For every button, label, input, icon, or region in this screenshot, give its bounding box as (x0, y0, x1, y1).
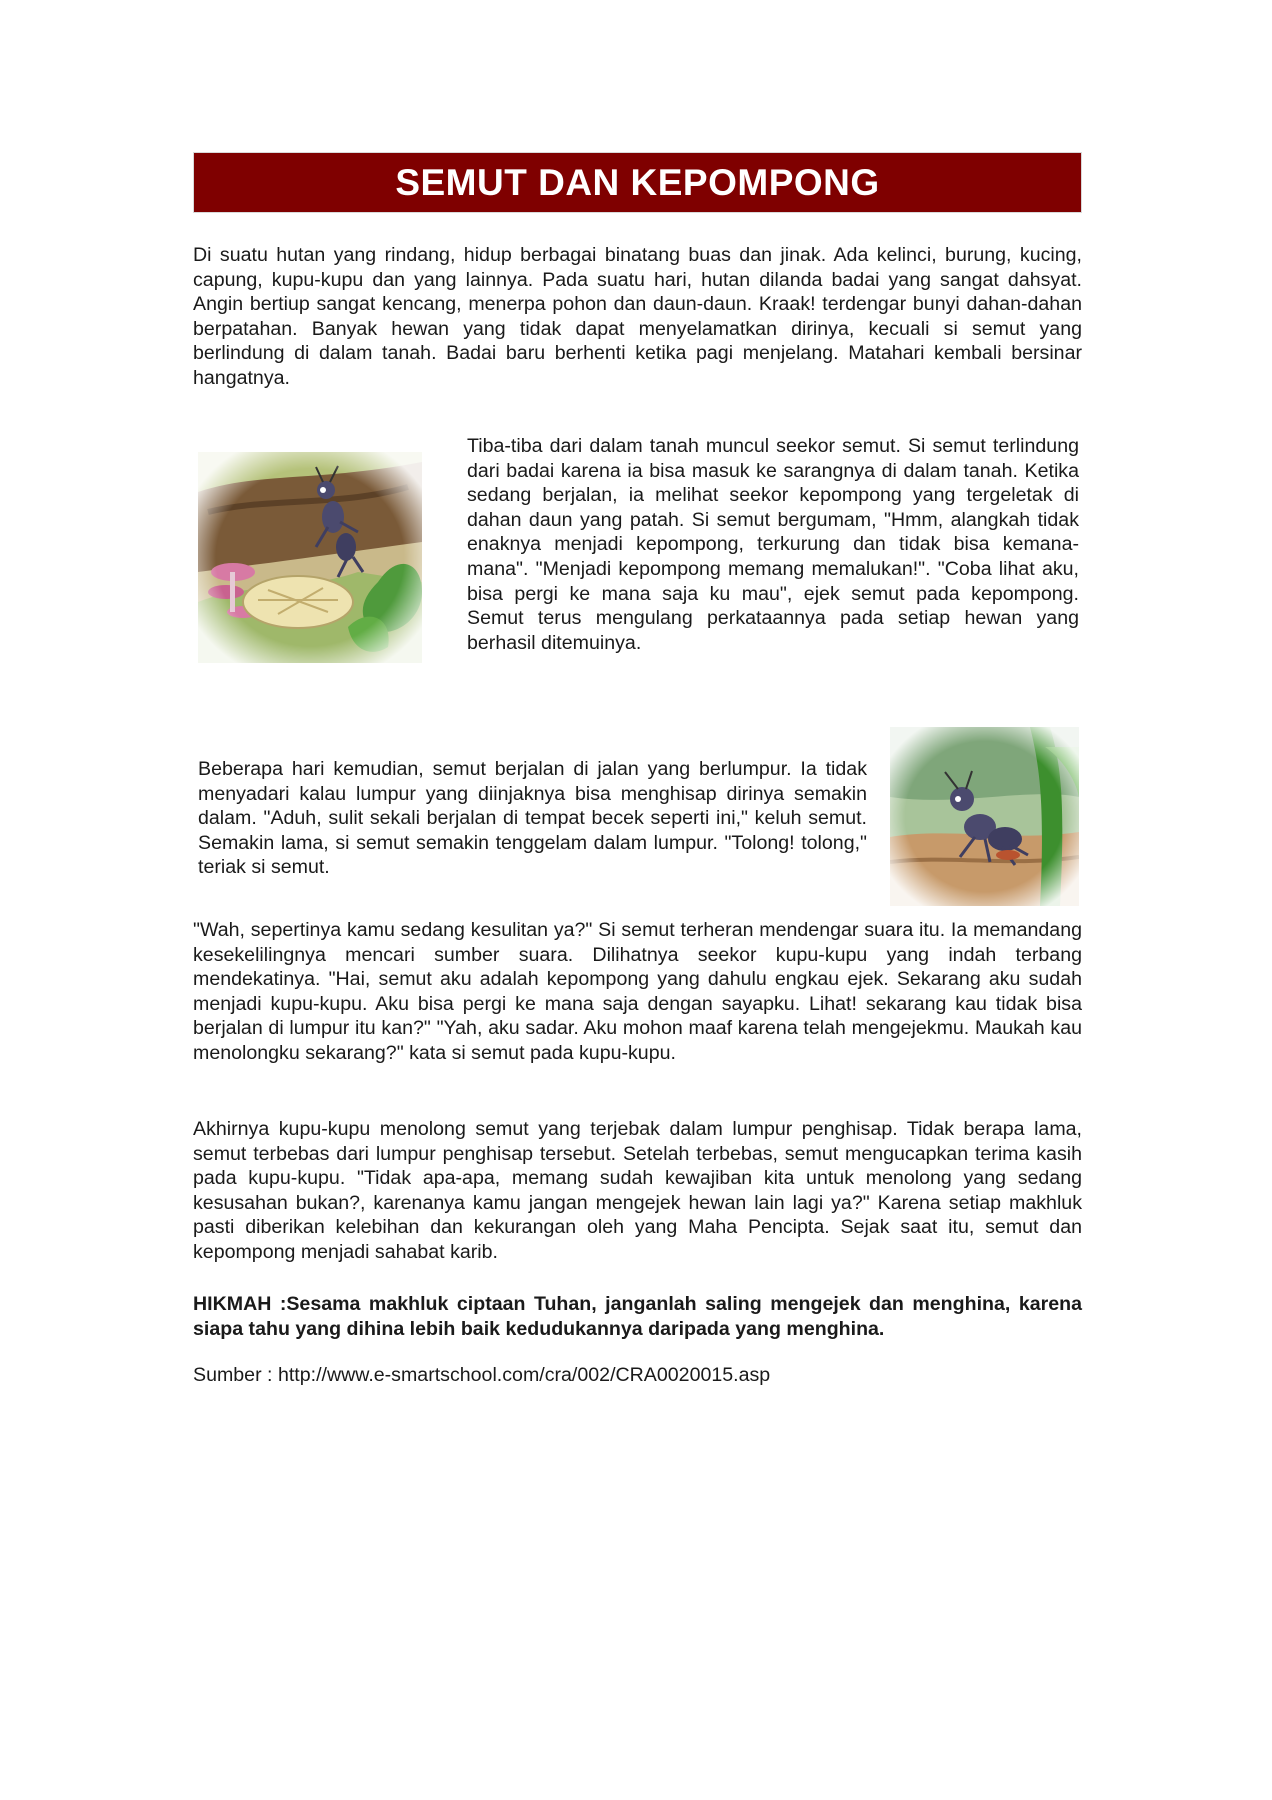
paragraph-fifth: Akhirnya kupu-kupu menolong semut yang terjebak dalam lumpur penghisap. Tidak berapa lama, semut terbebas dari lumpur penghisap tersebut. Setelah terbebas, semut mengucapkan terima kasih pada kupu-kupu. "Tidak apa-apa, memang sudah kewajiban kita untuk menolong yang sedang kesusahan bukan?, karenanya kamu jangan mengejek hewan lain lagi ya?" Karena setiap makhluk pasti diberikan kelebihan dan kekurangan oleh yang Maha Pencipta. Sejak saat itu, semut dan kepompong menjadi sahabat karib. (193, 1118, 1082, 1263)
ant-and-cocoon-illustration (198, 452, 422, 663)
moral-lesson: HIKMAH :Sesama makhluk ciptaan Tuhan, janganlah saling mengejek dan menghina, karena siapa tahu yang dihina lebih baik kedudukannya daripada yang menghina. (193, 1293, 1082, 1340)
paragraph-third: Beberapa hari kemudian, semut berjalan di jalan yang berlumpur. Ia tidak menyadari kalau lumpur yang diinjaknya bisa menghisap dirinya semakin dalam. "Aduh, sulit sekali berjalan di tempat becek seperti ini," keluh semut. Semakin lama, si semut semakin tenggelam dalam lumpur. "Tolong! tolong," teriak si semut. (198, 758, 867, 879)
ant-in-mud-illustration (890, 727, 1079, 906)
paragraph-second: Tiba-tiba dari dalam tanah muncul seekor semut. Si semut terlindung dari badai karena ia bisa masuk ke sarangnya di dalam tanah. Ketika sedang berjalan, ia melihat seekor kepompong yang tergeletak di dahan daun yang patah. Si semut bergumam, "Hmm, alangkah tidak enaknya menjadi kepompong, terkurung dan tidak bisa kemana-mana". "Menjadi kepompong memang memalukan!". "Coba lihat aku, bisa pergi ke mana saja ku mau", ejek semut pada kepompong. Semut terus mengulang perkataannya pada setiap hewan yang berhasil ditemuinya. (467, 435, 1079, 654)
source-citation: Sumber : http://www.e-smartschool.com/cra/002/CRA0020015.asp (193, 1364, 771, 1386)
story-title: SEMUT DAN KEPOMPONG (395, 161, 880, 203)
paragraph-fourth: "Wah, sepertinya kamu sedang kesulitan ya?" Si semut terheran mendengar suara itu. Ia memandang kesekelilingnya mencari sumber suara. Dilihatnya seekor kupu-kupu yang indah terbang mendekatinya. "Hai, semut aku adalah kepompong yang dahulu engkau ejek. Sekarang aku sudah menjadi kupu-kupu. Aku bisa pergi ke mana saja dengan sayapku. Lihat! sekarang kau tidak bisa berjalan di lumpur itu kan?" "Yah, aku sadar. Aku mohon maaf karena telah mengejekmu. Maukah kau menolongku sekarang?" kata si semut pada kupu-kupu. (193, 919, 1082, 1064)
title-banner (193, 152, 1082, 213)
paragraph-intro: Di suatu hutan yang rindang, hidup berbagai binatang buas dan jinak. Ada kelinci, burung, kucing, capung, kupu-kupu dan yang lainnya. Pada suatu hari, hutan dilanda badai yang sangat dahsyat. Angin bertiup sangat kencang, menerpa pohon dan daun-daun. Kraak! terdengar bunyi dahan-dahan berpatahan. Banyak hewan yang tidak dapat menyelamatkan dirinya, kecuali si semut yang berlindung di dalam tanah. Badai baru berhenti ketika pagi menjelang. Matahari kembali bersinar hangatnya. (193, 244, 1082, 389)
